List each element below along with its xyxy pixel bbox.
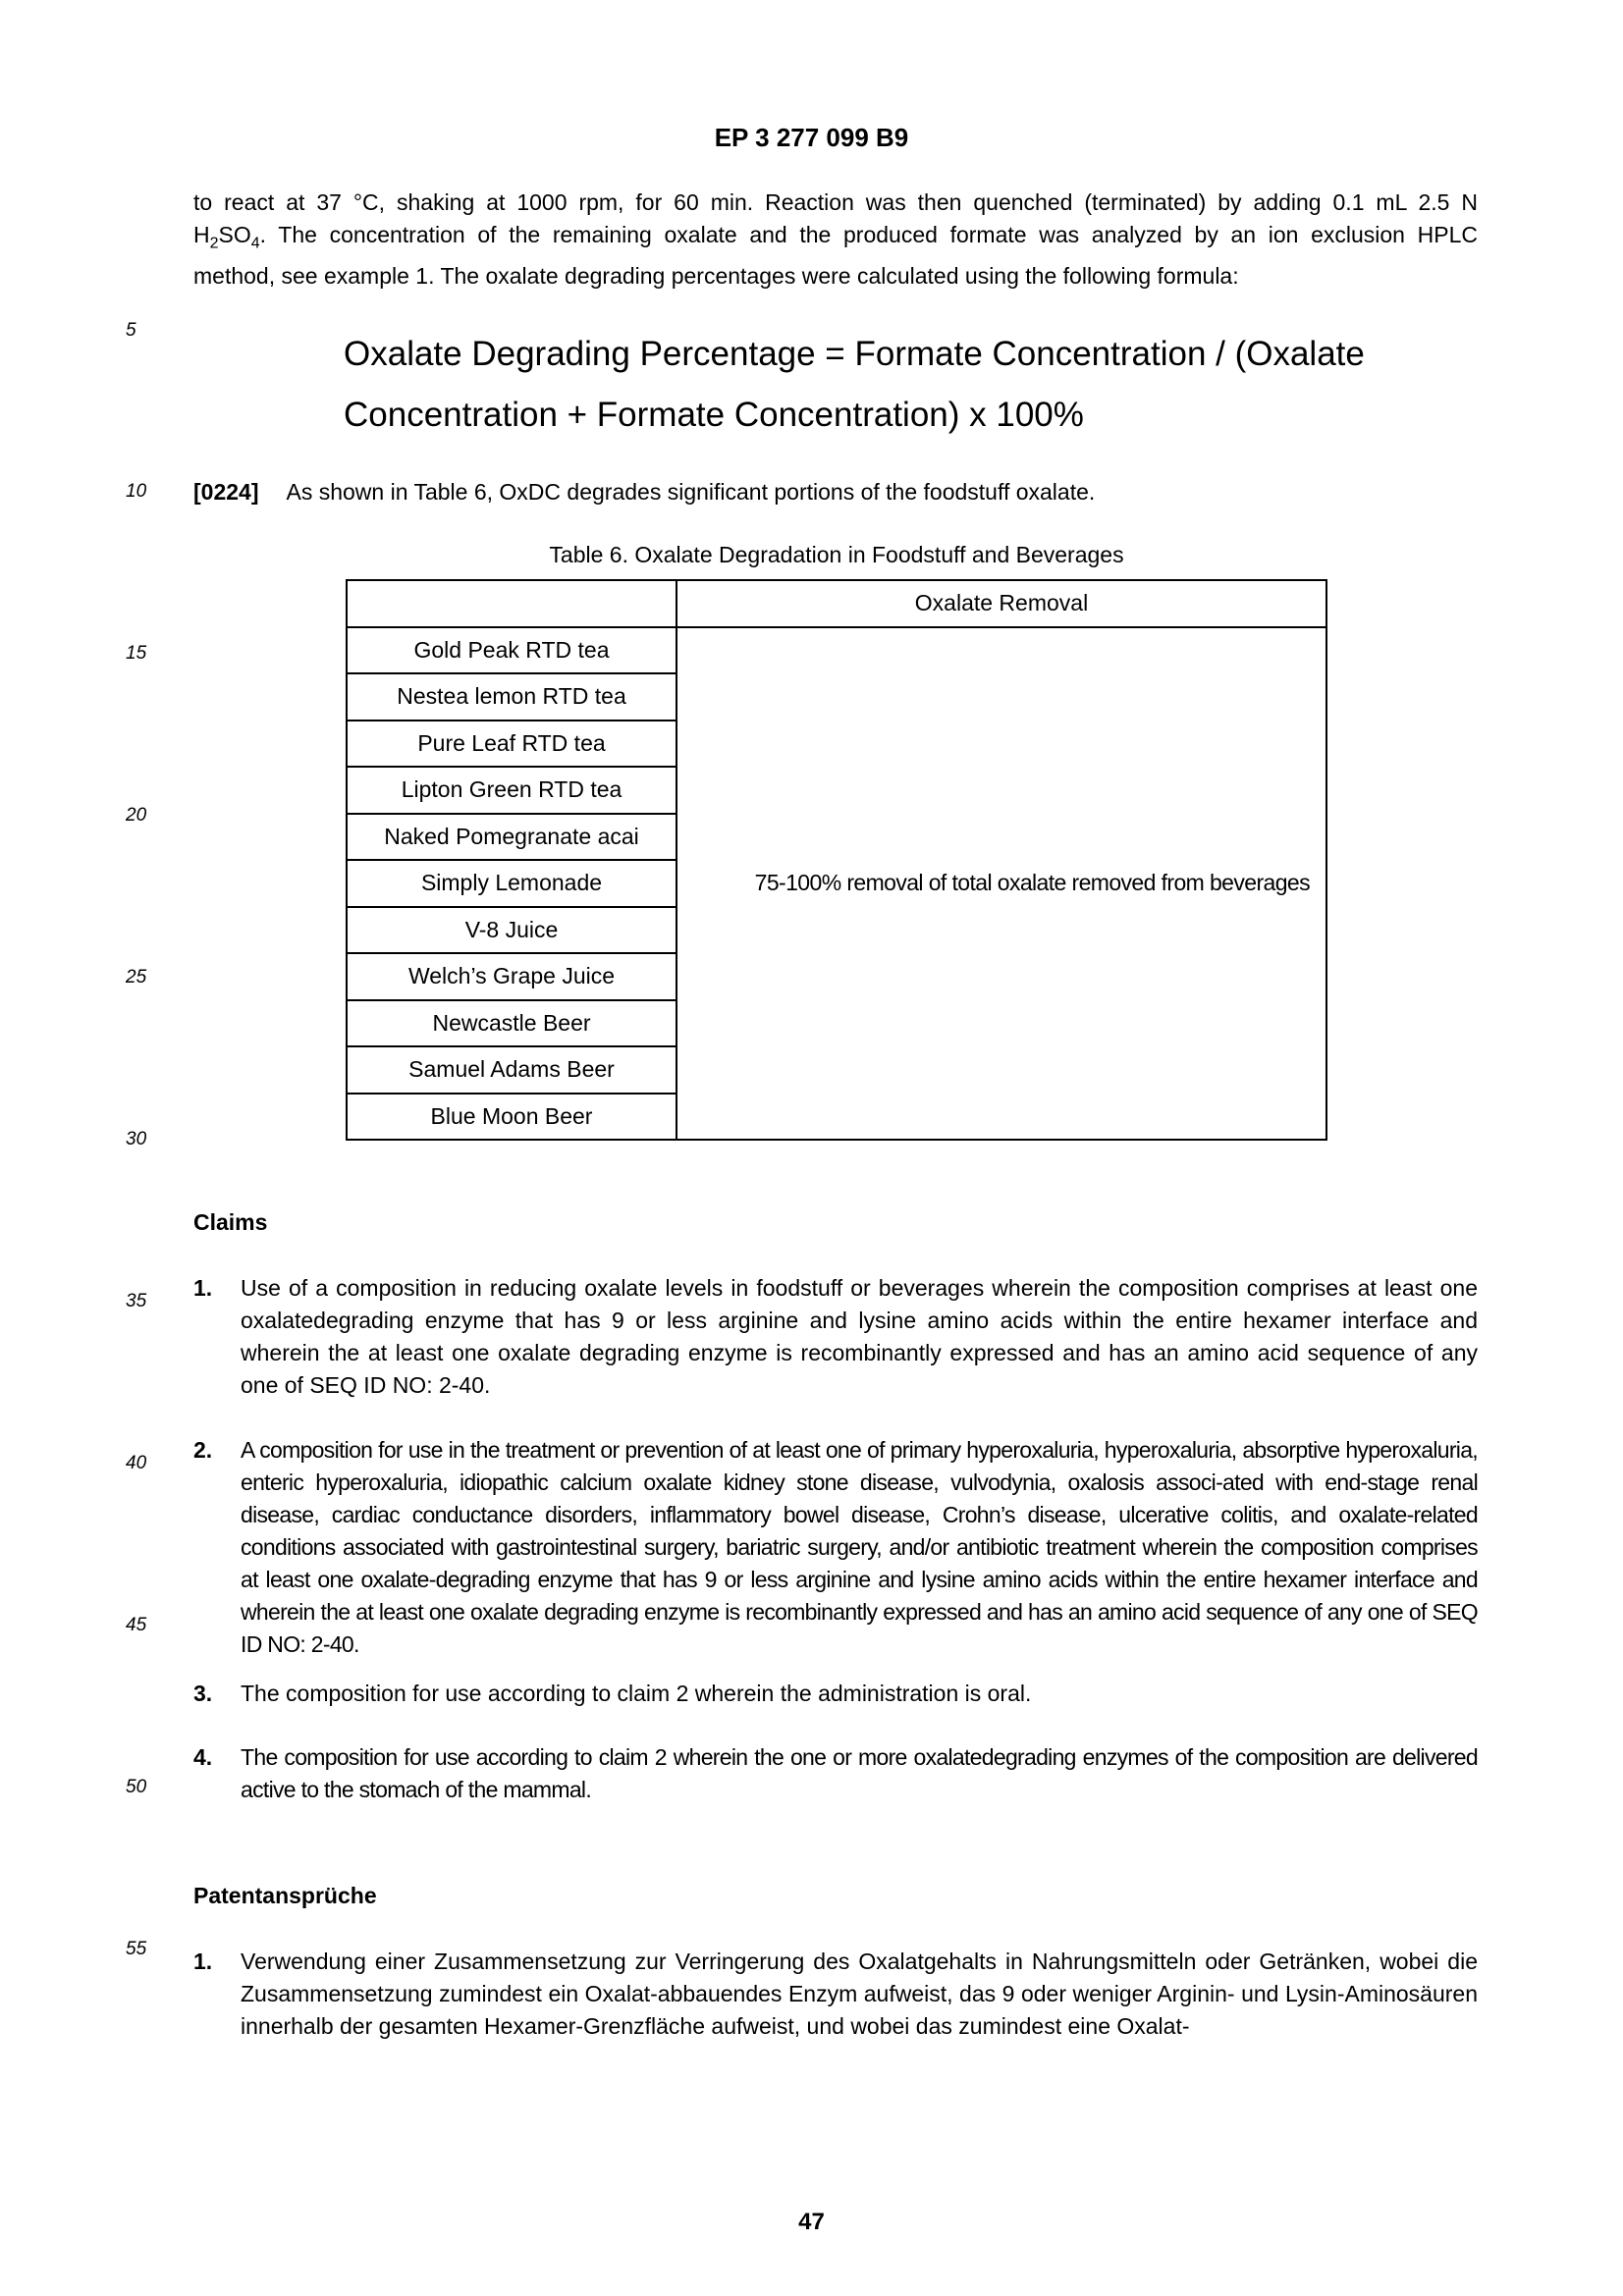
beverage-cell: Welch’s Grape Juice [347, 953, 676, 1000]
line-number: 20 [126, 805, 147, 826]
line-number: 5 [126, 320, 136, 341]
formula-line-1: Oxalate Degrading Percentage = Formate Concentration / (Oxalate [344, 335, 1365, 373]
beverage-cell: Gold Peak RTD tea [347, 627, 676, 674]
beverage-cell: Pure Leaf RTD tea [347, 721, 676, 768]
paragraph-text: As shown in Table 6, OxDC degrades significant portions of the foodstuff oxalate. [286, 479, 1096, 505]
claim-text: Verwendung einer Zusammensetzung zur Verringerung des Oxalatgehalts in Nahrungsmitteln oder Getränken, wobei die Zusammensetzung zumindest ein Oxalat-abbauendes Enzym aufweist, das 9 oder weniger Arginin- und Lysin-Aminosäuren innerhalb der gesamten Hexamer-Grenzfläche aufweist, und wobei das zumindest eine Oxalat- [241, 1949, 1478, 2039]
beverage-cell: Lipton Green RTD tea [347, 767, 676, 814]
table-caption: Table 6. Oxalate Degradation in Foodstuff and Beverages [549, 542, 1124, 567]
oxalate-removal-value: 75-100% removal of total oxalate removed from beverages [676, 627, 1326, 1141]
claim-number: 2. [193, 1437, 213, 1463]
beverage-cell: Samuel Adams Beer [347, 1046, 676, 1094]
intro-line-3: method, see example 1. The oxalate degrading percentages were calculated using the following formula: [193, 262, 1239, 289]
table-header-cell [347, 580, 676, 627]
formula-line-2: Concentration + Formate Concentration) x 100% [344, 396, 1084, 434]
claims-heading: Claims [193, 1209, 268, 1235]
patentanspruch-1 [193, 1946, 1478, 2043]
line-number: 25 [126, 967, 147, 988]
table-header-cell: Oxalate Removal [676, 580, 1326, 627]
formula-so: SO [218, 222, 251, 247]
subscript: 4 [250, 235, 260, 252]
paragraph-0224 [193, 479, 1095, 506]
intro-line-1: to react at 37 °C, shaking at 1000 rpm, for 60 min. Reaction was then quenched (terminated) by adding 0.1 mL 2.5 N [193, 189, 1478, 215]
line-number: 50 [126, 1777, 147, 1797]
beverage-cell: Nestea lemon RTD tea [347, 673, 676, 721]
paragraph-ref: [0224] [193, 479, 259, 505]
claim-text: The composition for use according to claim 2 wherein the administration is oral. [241, 1681, 1032, 1706]
intro-line-2 [193, 219, 1478, 260]
claim-number: 3. [193, 1681, 213, 1706]
document-number-header: EP 3 277 099 B9 [714, 123, 909, 152]
claim-text: A composition for use in the treatment or prevention of at least one of primary hyperoxaluria, hyperoxaluria, absorptive hyperoxaluria, enteric hyperoxaluria, idiopathic calcium oxalate kidney stone disease, vulvodynia, oxalosis associ-ated with end-stage renal disease, cardiac conductance disorders, inflammatory bowel disease, Crohn’s disease, ulcerative colitis, and oxalate-related conditions associated with gastrointestinal surgery, bariatric surgery, and/or antibiotic treatment wherein the composition comprises at least one oxalate-degrading enzyme that has 9 or less arginine and lysine amino acids within the entire hexamer interface and wherein the at least one oxalate degrading enzyme is recombinantly expressed and has an amino acid sequence of any one of SEQ ID NO: 2-40. [241, 1437, 1478, 1657]
beverage-cell: Blue Moon Beer [347, 1094, 676, 1141]
line-number: 30 [126, 1129, 147, 1149]
beverage-cell: V-8 Juice [347, 907, 676, 954]
table-header-row [347, 580, 1326, 627]
line-number: 40 [126, 1453, 147, 1473]
line-number: 45 [126, 1615, 147, 1635]
claim-number: 1. [193, 1275, 213, 1301]
line-number: 10 [126, 481, 147, 502]
line-number: 35 [126, 1291, 147, 1311]
claim-number: 1. [193, 1949, 213, 1974]
subscript: 2 [209, 235, 219, 252]
line-number: 15 [126, 643, 147, 664]
patentansprueche-heading: Patentansprüche [193, 1883, 377, 1908]
claim-number: 4. [193, 1744, 213, 1770]
intro-paragraph [193, 187, 1478, 293]
claim-1 [193, 1272, 1478, 1402]
claim-3 [193, 1678, 1478, 1710]
formula-h: H [193, 222, 210, 247]
oxalate-degradation-table [346, 579, 1327, 1141]
claim-text: Use of a composition in reducing oxalate levels in foodstuff or beverages wherein the composition comprises at least one oxalatedegrading enzyme that has 9 or less arginine and lysine amino acids within the entire hexamer interface and wherein the at least one oxalate degrading enzyme is recombinantly expressed and has an amino acid sequence of any one of SEQ ID NO: 2-40. [241, 1275, 1478, 1398]
claim-4 [193, 1741, 1478, 1806]
beverage-cell: Naked Pomegranate acai [347, 814, 676, 861]
page-number: 47 [798, 2209, 825, 2235]
table-row [347, 627, 1326, 674]
beverage-cell: Simply Lemonade [347, 860, 676, 907]
claim-2 [193, 1434, 1478, 1661]
beverage-cell: Newcastle Beer [347, 1000, 676, 1047]
line-number: 55 [126, 1939, 147, 1959]
formula-block [344, 324, 1424, 446]
intro-line-2-text: . The concentration of the remaining oxalate and the produced formate was analyzed by an ion exclusion HPLC [259, 222, 1478, 247]
claim-text: The composition for use according to claim 2 wherein the one or more oxalatedegrading enzymes of the composition are delivered active to the stomach of the mammal. [241, 1744, 1478, 1802]
